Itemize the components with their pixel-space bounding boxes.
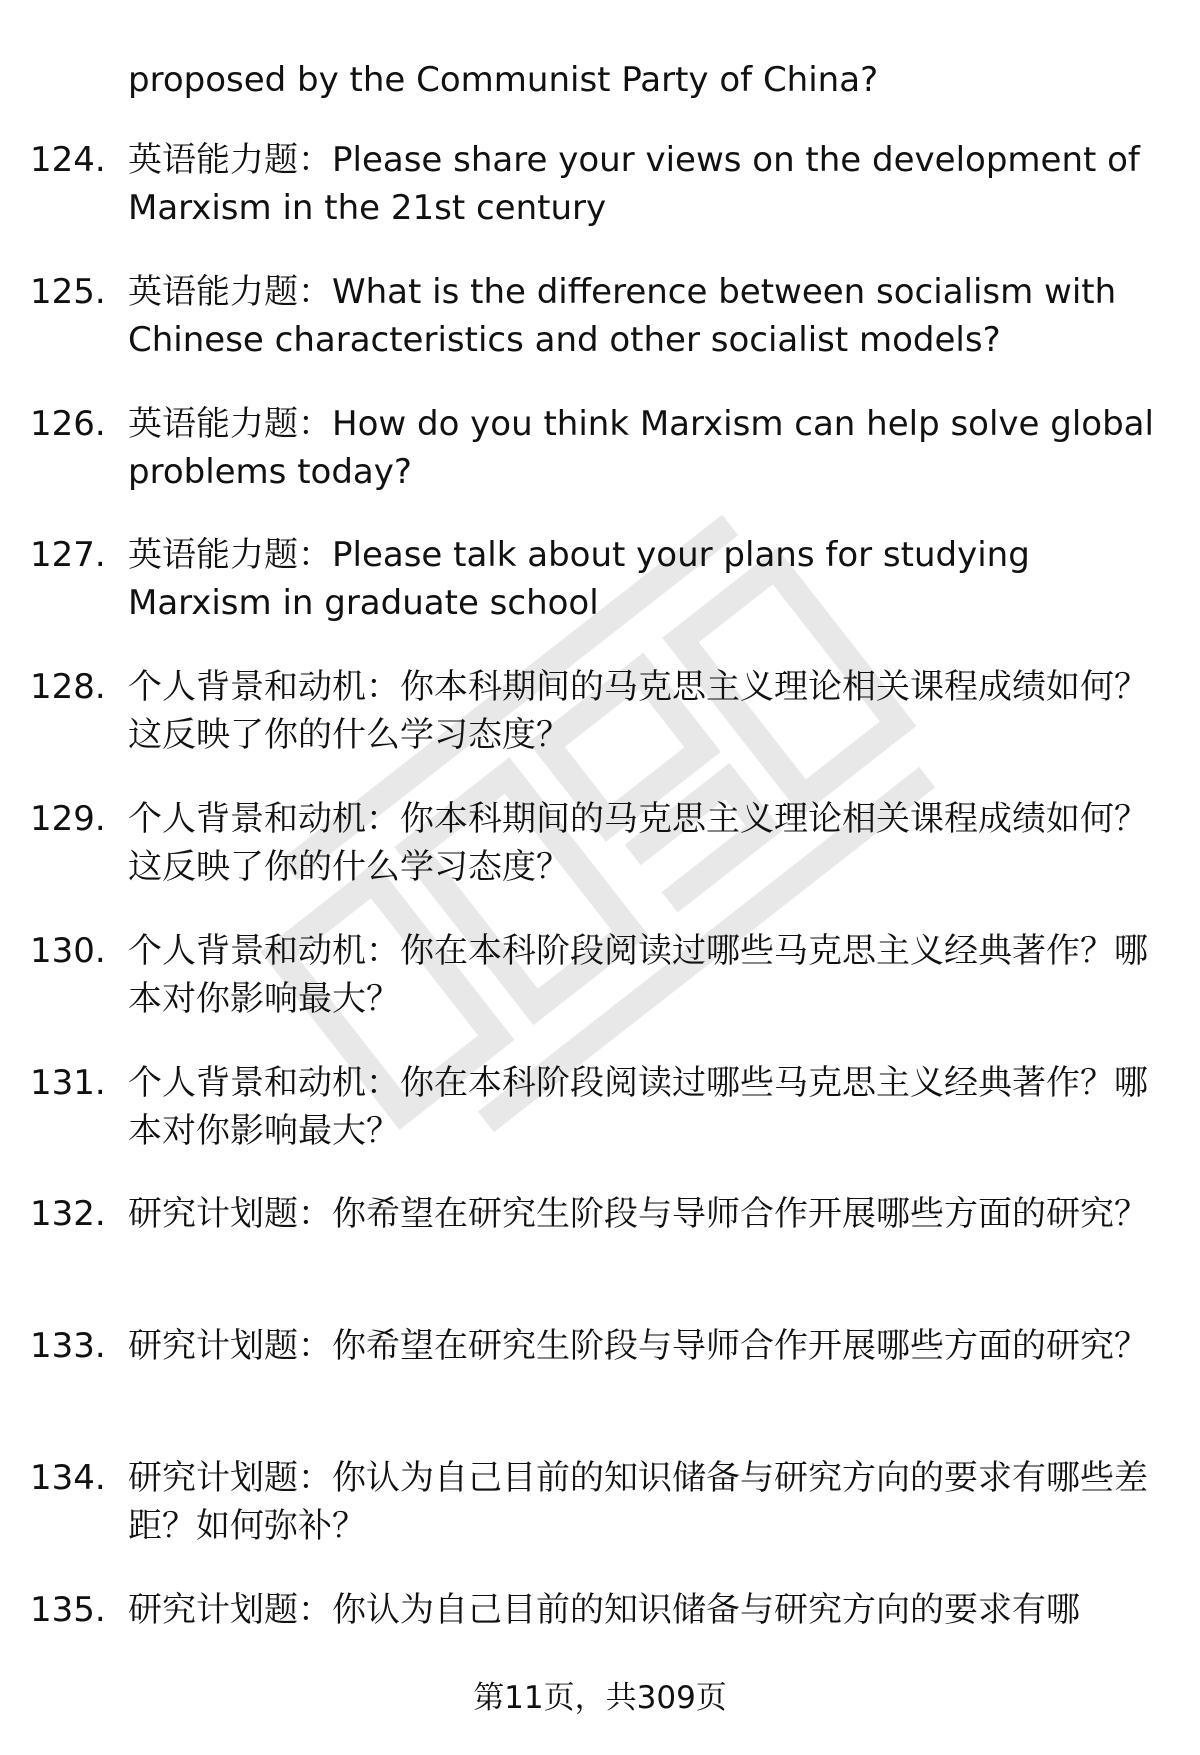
question-number: 124.: [30, 140, 106, 180]
list-item: [0, 663, 1200, 795]
question-text: 研究计划题：你认为自己目前的知识储备与研究方向的要求有哪: [128, 1589, 1080, 1630]
question-text: 英语能力题：What is the difference between socialism with Chinese characteristics and other socialist models?: [128, 271, 1117, 360]
question-text: 研究计划题：你希望在研究生阶段与导师合作开展哪些方面的研究？: [128, 1194, 1148, 1235]
question-text: 个人背景和动机：你在本科阶段阅读过哪些马克思主义经典著作？哪本对你影响最大？: [128, 930, 1148, 1019]
question-text: 研究计划题：你希望在研究生阶段与导师合作开展哪些方面的研究？: [128, 1326, 1148, 1367]
question-number: 133.: [30, 1326, 106, 1367]
question-number: 130.: [30, 930, 106, 971]
list-item: [0, 136, 1200, 268]
list-item: [0, 400, 1200, 532]
list-item: [0, 795, 1200, 927]
question-number: 128.: [30, 667, 106, 708]
list-item: [0, 927, 1200, 1059]
question-text: 个人背景和动机：你本科期间的马克思主义理论相关课程成绩如何？这反映了你的什么学习态度？: [128, 798, 1148, 887]
list-item: [0, 268, 1200, 400]
list-item: [0, 1059, 1200, 1191]
question-number: 134.: [30, 1457, 106, 1498]
question-list: [0, 136, 1200, 1718]
question-number: 129.: [30, 798, 106, 839]
page-footer: 第11页，共309页: [473, 1680, 727, 1716]
question-number: 126.: [30, 403, 106, 444]
question-number: 127.: [30, 535, 106, 576]
question-text: 个人背景和动机：你本科期间的马克思主义理论相关课程成绩如何？这反映了你的什么学习态度？: [128, 667, 1148, 756]
question-text: 英语能力题：How do you think Marxism can help solve global problems today?: [128, 403, 1154, 492]
question-text: 英语能力题：Please share your views on the development of Marxism in the 21st century: [128, 140, 1140, 228]
question-number: 131.: [30, 1062, 106, 1103]
list-item: [0, 531, 1200, 663]
list-item: [0, 1322, 1200, 1454]
list-item: [0, 1454, 1200, 1586]
question-text: 个人背景和动机：你在本科阶段阅读过哪些马克思主义经典著作？哪本对你影响最大？: [128, 1062, 1148, 1151]
question-text: 研究计划题：你认为自己目前的知识储备与研究方向的要求有哪些差距？如何弥补？: [128, 1457, 1148, 1546]
question-number: 132.: [30, 1194, 106, 1235]
list-item: [0, 1190, 1200, 1322]
continuation-text: proposed by the Communist Party of China?: [128, 60, 879, 100]
question-text: 英语能力题：Please talk about your plans for studying Marxism in graduate school: [128, 535, 1030, 624]
question-number: 135.: [30, 1589, 106, 1630]
question-number: 125.: [30, 271, 106, 312]
